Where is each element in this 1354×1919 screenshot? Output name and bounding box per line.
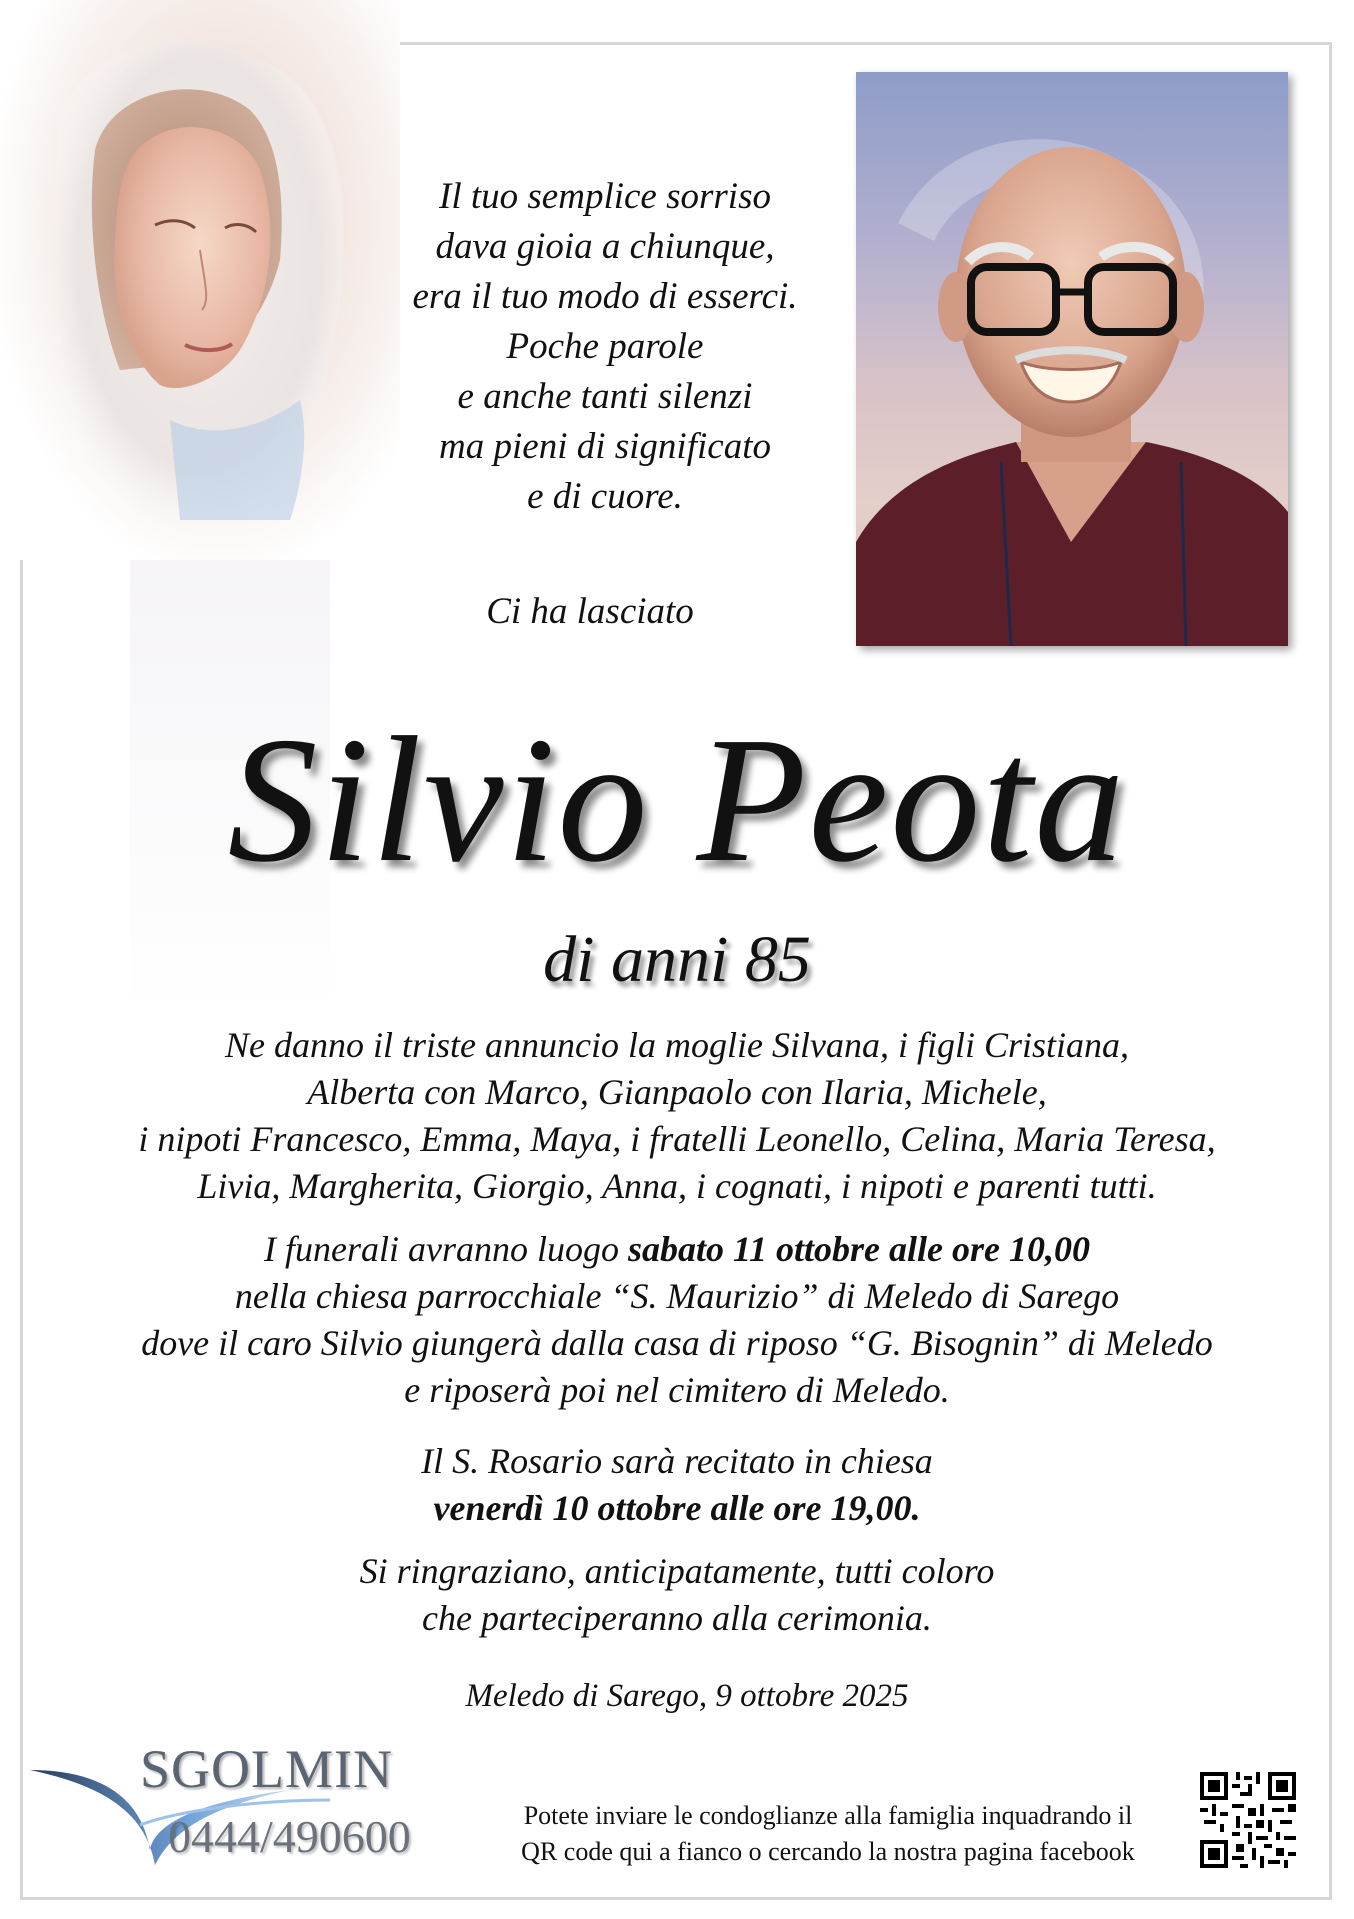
announcement-line: Livia, Margherita, Giorgio, Anna, i cognati, i nipoti e parenti tutti.: [197, 1166, 1157, 1206]
agency-name: SGOLMIN: [140, 1739, 394, 1799]
poem-line: e anche tanti silenzi: [457, 376, 753, 417]
agency-logo: [30, 1730, 460, 1880]
funeral-line: dove il caro Silvio giungerà dalla casa di riposo “G. Bisognin” di Meledo: [141, 1323, 1213, 1363]
condolences-text: [478, 1798, 1178, 1870]
funeral-line: [40, 1226, 1314, 1273]
announcement-line: Alberta con Marco, Gianpaolo con Ilaria, Michele,: [307, 1072, 1047, 1112]
announcement-line: Ne danno il triste annuncio la moglie Silvana, i figli Cristiana,: [225, 1025, 1129, 1065]
left-us-text: Ci ha lasciato: [486, 591, 694, 632]
rosary-line: Il S. Rosario sarà recitato in chiesa: [421, 1441, 933, 1481]
condolences-line: Potete inviare le condoglianze alla famiglia inquadrando il: [523, 1801, 1133, 1830]
announcement-paragraph: [40, 1022, 1314, 1210]
funeral-paragraph: [40, 1226, 1314, 1414]
deceased-name: Silvio Peota: [227, 700, 1127, 899]
thanks-line: che parteciperanno alla cerimonia.: [422, 1598, 932, 1638]
agency-phone: 0444/490600: [168, 1811, 411, 1862]
funeral-intro: I funerali avranno luogo: [264, 1229, 628, 1269]
poem-line: e di cuore.: [527, 476, 683, 517]
rosary-paragraph: [40, 1438, 1314, 1532]
thanks-line: Si ringraziano, anticipatamente, tutti coloro: [359, 1551, 995, 1591]
funeral-when: sabato 11 ottobre alle ore 10,00: [627, 1229, 1090, 1269]
poem-line: Poche parole: [506, 326, 704, 367]
announcement-line: i nipoti Francesco, Emma, Maya, i fratelli Leonello, Celina, Maria Teresa,: [138, 1119, 1216, 1159]
funeral-line: nella chiesa parrocchiale “S. Maurizio” di Meledo di Sarego: [234, 1276, 1120, 1316]
poem: [360, 172, 850, 522]
deceased-age: di anni 85: [543, 923, 811, 996]
poem-line: Il tuo semplice sorriso: [439, 176, 771, 217]
qr-code[interactable]: [1200, 1772, 1296, 1868]
portrait-photo: [856, 72, 1288, 646]
poem-line: era il tuo modo di esserci.: [412, 276, 798, 317]
poem-line: ma pieni di significato: [439, 426, 771, 467]
madonna-image: [0, 0, 400, 560]
place-date: Meledo di Sarego, 9 ottobre 2025: [465, 1678, 909, 1714]
condolences-line: QR code qui a fianco o cercando la nostra pagina facebook: [521, 1837, 1135, 1866]
funeral-line: e riposerà poi nel cimitero di Meledo.: [404, 1370, 950, 1410]
thanks-paragraph: [40, 1548, 1314, 1642]
rosary-when: venerdì 10 ottobre alle ore 19,00.: [433, 1488, 921, 1528]
poem-line: dava gioia a chiunque,: [435, 226, 775, 267]
